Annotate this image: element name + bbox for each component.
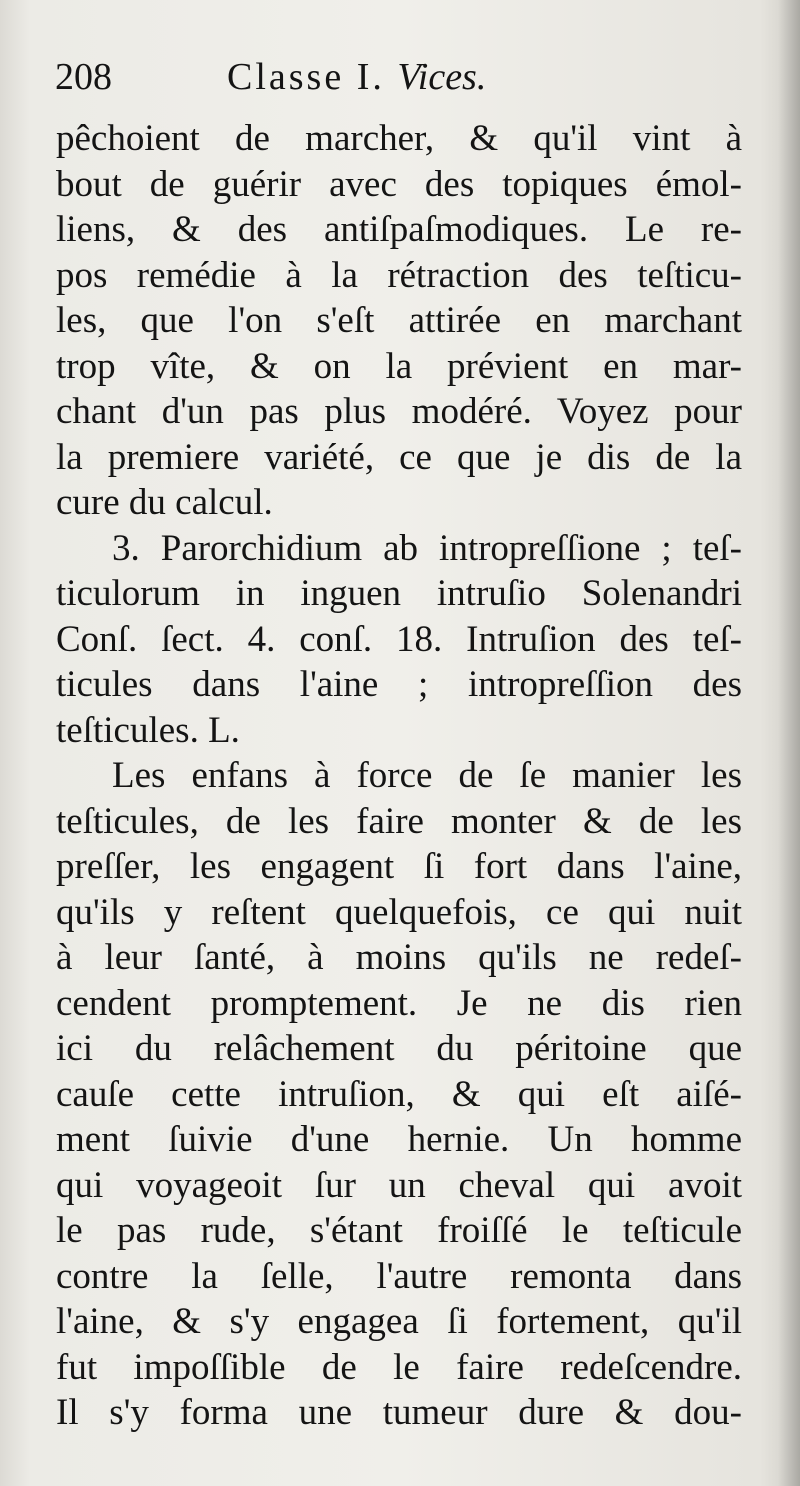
text-line-22: cauſe cette intruſion, & qui eſt aiſé-: [56, 1073, 742, 1115]
text-line-27: l'aine, & s'y engagea ſi fortement, qu'il: [56, 1301, 742, 1342]
text-line-9: cure du calcul.: [56, 482, 273, 523]
text-line-6: trop vîte, & on la prévient en mar-: [56, 345, 742, 387]
text-line-25: le pas rude, s'étant froiſſé le teſticule: [56, 1210, 742, 1251]
text-line-4: pos remédie à la rétraction des teſticu-: [56, 254, 742, 296]
text-line-7: chant d'un pas plus modéré. Voyez pour: [56, 391, 742, 432]
text-line-13: ticules dans l'aine ; intropreſſion des: [56, 664, 742, 705]
text-line-21: ici du relâchement du péritoine que: [56, 1028, 742, 1069]
page-number: 208: [55, 56, 112, 98]
text-line-18: qu'ils y reſtent quelquefois, ce qui nuit: [56, 891, 742, 933]
running-header: [55, 52, 745, 102]
text-line-10: 3. Parorchidium ab intropreſſione ; teſ-: [112, 527, 742, 569]
section-label: Vices.: [397, 56, 487, 98]
text-line-5: les, que l'on s'eſt attirée en marchant: [56, 300, 742, 341]
text-line-15: Les enfans à force de ſe manier les: [112, 755, 742, 796]
text-line-3: liens, & des antiſpaſmodiques. Le re-: [56, 209, 742, 250]
text-line-1: pêchoient de marcher, & qu'il vint à: [56, 118, 742, 159]
text-line-20: cendent promptement. Je ne dis rien: [56, 982, 742, 1024]
text-line-28: fut impoſſible de le faire redeſcendre.: [56, 1346, 742, 1388]
running-title: [227, 52, 486, 102]
text-line-16: teſticules, de les faire monter & de les: [56, 800, 742, 842]
text-line-19: à leur ſanté, à moins qu'ils ne redeſ-: [56, 937, 742, 978]
text-line-2: bout de guérir avec des topiques émol-: [56, 163, 742, 205]
text-line-23: ment ſuivie d'une hernie. Un homme: [56, 1119, 742, 1160]
text-line-26: contre la ſelle, l'autre remonta dans: [56, 1255, 742, 1297]
text-line-11: ticulorum in inguen intruſio Solenandri: [56, 573, 742, 614]
text-line-17: preſſer, les engagent ſi fort dans l'aine,: [56, 846, 742, 887]
page-edge-shadow: [778, 0, 800, 1486]
text-line-14: teſticules. L.: [56, 709, 240, 751]
text-line-12: Conſ. ſect. 4. conſ. 18. Intruſion des teſ-: [56, 618, 742, 660]
text-line-8: la premiere variété, ce que je dis de la: [56, 436, 742, 478]
text-line-24: qui voyageoit ſur un cheval qui avoit: [56, 1164, 742, 1206]
body-text: [56, 116, 742, 1436]
classe-label: Classe I.: [227, 56, 385, 98]
text-line-29: Il s'y forma une tumeur dure & dou-: [56, 1392, 742, 1433]
